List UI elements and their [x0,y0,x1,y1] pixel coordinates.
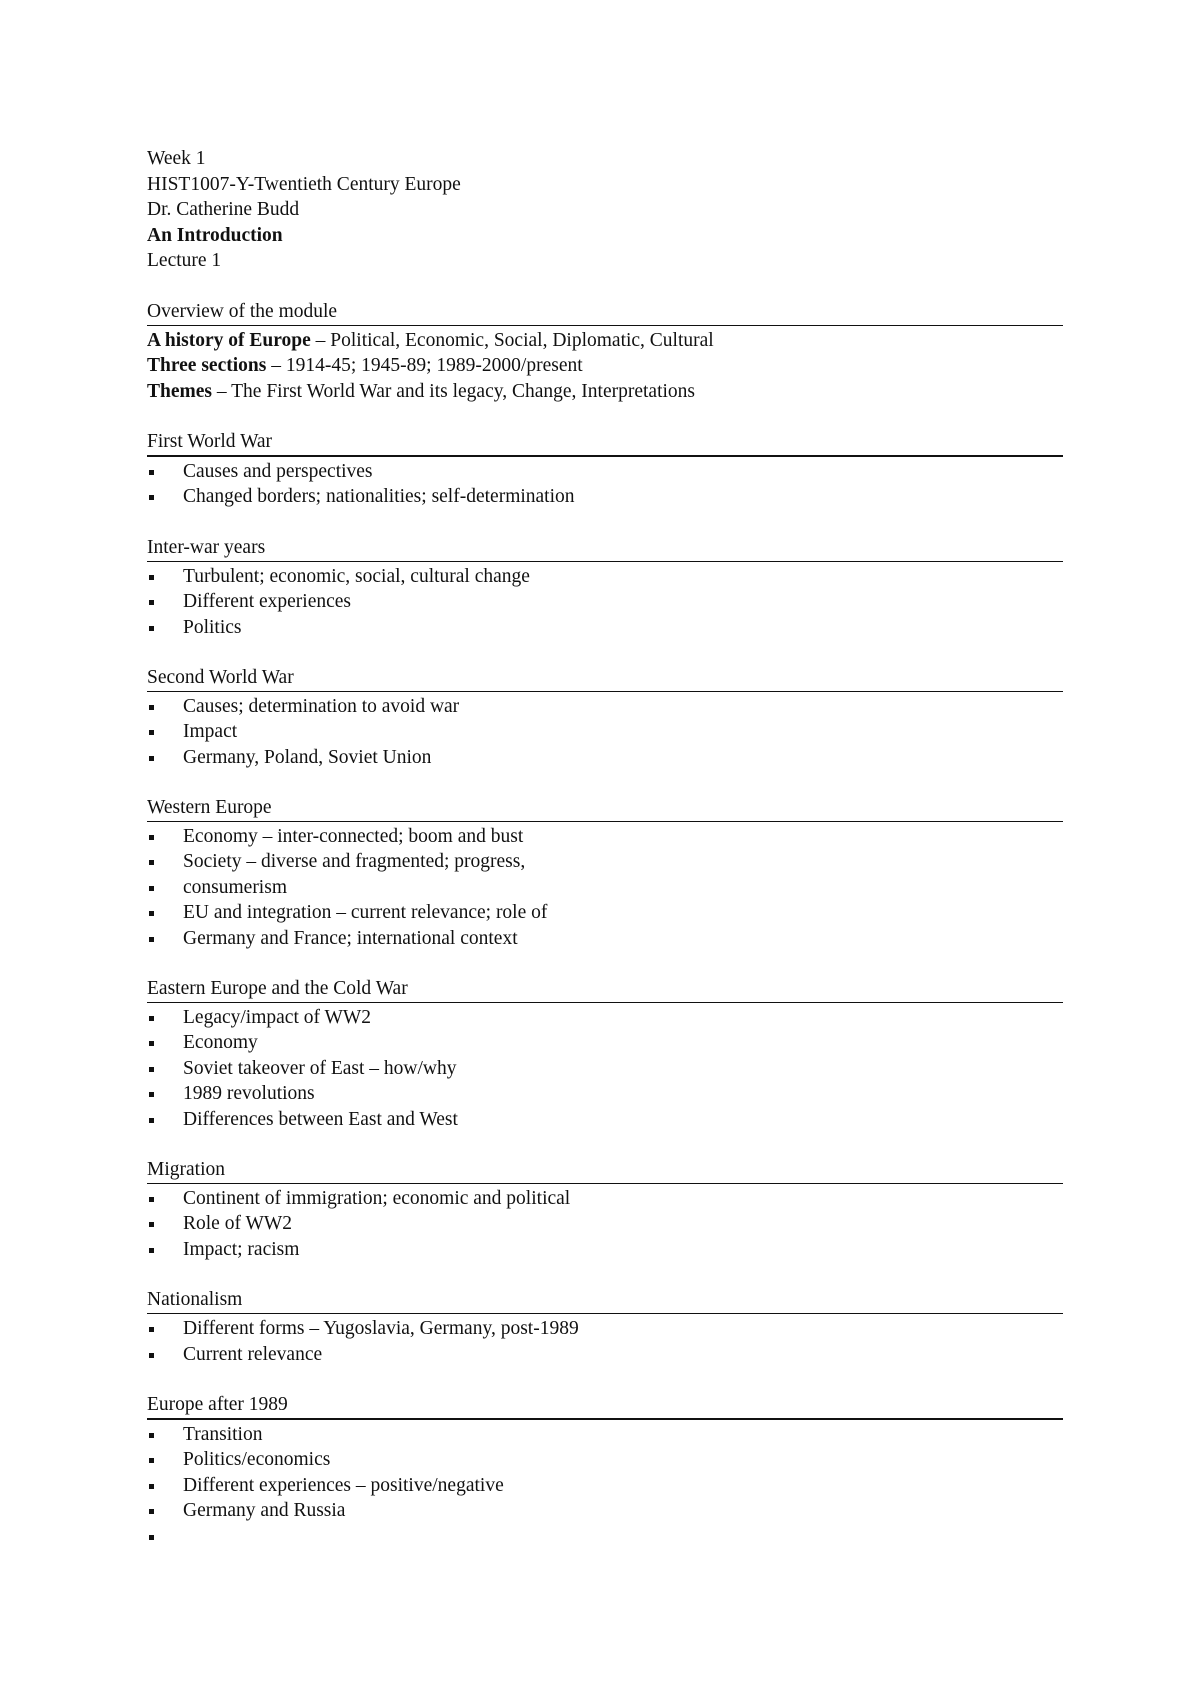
list-item [147,1498,1063,1524]
list-item [147,1211,1063,1237]
list-item [147,1316,1063,1342]
list-item-text: Turbulent; economic, social, cultural change [183,565,530,587]
list-item [147,875,1063,901]
square-bullet-icon [149,860,154,865]
list-item-text: Different forms – Yugoslavia, Germany, post-1989 [183,1318,579,1339]
topic-section [147,1288,1063,1367]
overview-row [147,379,1063,405]
list-item [147,1107,1063,1133]
list-item-text: Causes and perspectives [183,460,373,482]
list-item-text: Impact [183,721,238,743]
overview-row-text: – The First World War and its legacy, Change, Interpretations [212,380,695,402]
list-item-text: Economy [183,1032,258,1054]
overview-row [147,328,1063,354]
square-bullet-icon [149,1248,154,1253]
topic-section [147,1158,1063,1263]
list-item [147,824,1063,850]
square-bullet-icon [149,626,154,631]
list-item [147,1186,1063,1212]
overview-row-label: Themes [147,380,212,402]
section-heading: Second World War [147,666,1063,692]
section-heading: Western Europe [147,796,1063,822]
bullet-list [147,694,1063,771]
list-item [147,900,1063,926]
topic-section [147,977,1063,1133]
bullet-list [147,1186,1063,1263]
square-bullet-icon [149,1016,154,1021]
list-item [147,564,1063,590]
topic-section [147,666,1063,771]
list-item-text: Transition [183,1423,263,1445]
overview-section [147,300,1063,405]
list-item [147,589,1063,615]
topic-section [147,1393,1063,1550]
square-bullet-icon [149,1222,154,1227]
overview-heading: Overview of the module [147,300,1063,326]
list-item [147,1422,1063,1448]
square-bullet-icon [149,1197,154,1202]
list-item [147,615,1063,641]
square-bullet-icon [149,1353,154,1358]
lecture-number: Lecture 1 [147,250,222,272]
lecture-title: An Introduction [147,224,283,246]
list-item [147,1081,1063,1107]
overview-row [147,353,1063,379]
list-item-text: Society – diverse and fragmented; progress, [183,851,526,873]
section-heading: First World War [147,430,1063,457]
bullet-list [147,1005,1063,1133]
list-item [147,1447,1063,1473]
lecturer-name: Dr. Catherine Budd [147,199,300,221]
list-item-text: Germany, Poland, Soviet Union [183,746,432,768]
square-bullet-icon [149,937,154,942]
list-item-text: Soviet takeover of East – how/why [183,1057,457,1079]
list-item [147,1237,1063,1263]
square-bullet-icon [149,575,154,580]
bullet-list [147,1422,1063,1550]
list-item-text: Germany and Russia [183,1500,346,1522]
list-item-text: Economy – inter-connected; boom and bust [183,825,524,847]
topic-section [147,796,1063,952]
list-item-text: Politics/economics [183,1449,331,1471]
list-item-text: Germany and France; international context [183,927,518,949]
list-item [147,1005,1063,1031]
overview-row-text: – 1914-45; 1945-89; 1989-2000/present [266,355,583,377]
square-bullet-icon [149,705,154,710]
square-bullet-icon [149,1118,154,1123]
list-item-text: Impact; racism [183,1238,300,1260]
list-item-text: Changed borders; nationalities; self-determination [183,486,575,508]
bullet-list [147,1316,1063,1367]
course-code: HIST1007-Y-Twentieth Century Europe [147,173,461,195]
square-bullet-icon [149,756,154,761]
list-item [147,1030,1063,1056]
square-bullet-icon [149,470,154,475]
square-bullet-icon [149,1484,154,1489]
overview-row-label: Three sections [147,355,267,377]
list-item-text: Causes; determination to avoid war [183,695,460,717]
square-bullet-icon [149,1433,154,1438]
list-item [147,1524,1063,1550]
square-bullet-icon [149,835,154,840]
list-item [147,459,1063,485]
section-heading: Inter-war years [147,536,1063,562]
week-label: Week 1 [147,148,206,169]
overview-row-text: – Political, Economic, Social, Diplomatic, Cultural [310,329,714,351]
square-bullet-icon [149,911,154,916]
square-bullet-icon [149,1535,154,1540]
square-bullet-icon [149,1041,154,1046]
section-heading: Europe after 1989 [147,1393,1063,1420]
list-item [147,1342,1063,1368]
square-bullet-icon [149,1067,154,1072]
list-item-text: Politics [183,616,242,638]
list-item [147,484,1063,510]
square-bullet-icon [149,886,154,891]
square-bullet-icon [149,730,154,735]
list-item [147,719,1063,745]
topic-section [147,430,1063,510]
list-item [147,694,1063,720]
square-bullet-icon [149,1092,154,1097]
list-item [147,745,1063,771]
square-bullet-icon [149,1458,154,1463]
list-item-text: Different experiences – positive/negative [183,1474,504,1496]
list-item-text: consumerism [183,876,287,898]
bullet-list [147,824,1063,952]
list-item [147,926,1063,952]
list-item-text: Continent of immigration; economic and political [183,1187,571,1209]
square-bullet-icon [149,600,154,605]
list-item-text: Role of WW2 [183,1213,293,1235]
list-item [147,849,1063,875]
list-item-text: EU and integration – current relevance; role of [183,902,548,924]
topic-sections [147,430,1063,1549]
section-heading: Migration [147,1158,1063,1184]
section-heading: Nationalism [147,1288,1063,1314]
list-item-text: Differences between East and West [183,1108,458,1130]
topic-section [147,536,1063,641]
overview-row-label: A history of Europe [147,329,311,351]
list-item [147,1056,1063,1082]
square-bullet-icon [149,495,154,500]
list-item-text: Different experiences [183,591,352,613]
list-item-text: Current relevance [183,1343,323,1365]
section-heading: Eastern Europe and the Cold War [147,977,1063,1003]
list-item-text: Legacy/impact of WW2 [183,1006,372,1028]
bullet-list [147,564,1063,641]
list-item-text: 1989 revolutions [183,1083,315,1105]
square-bullet-icon [149,1327,154,1332]
list-item [147,1473,1063,1499]
square-bullet-icon [149,1509,154,1514]
document-header [147,146,1063,274]
bullet-list [147,459,1063,510]
